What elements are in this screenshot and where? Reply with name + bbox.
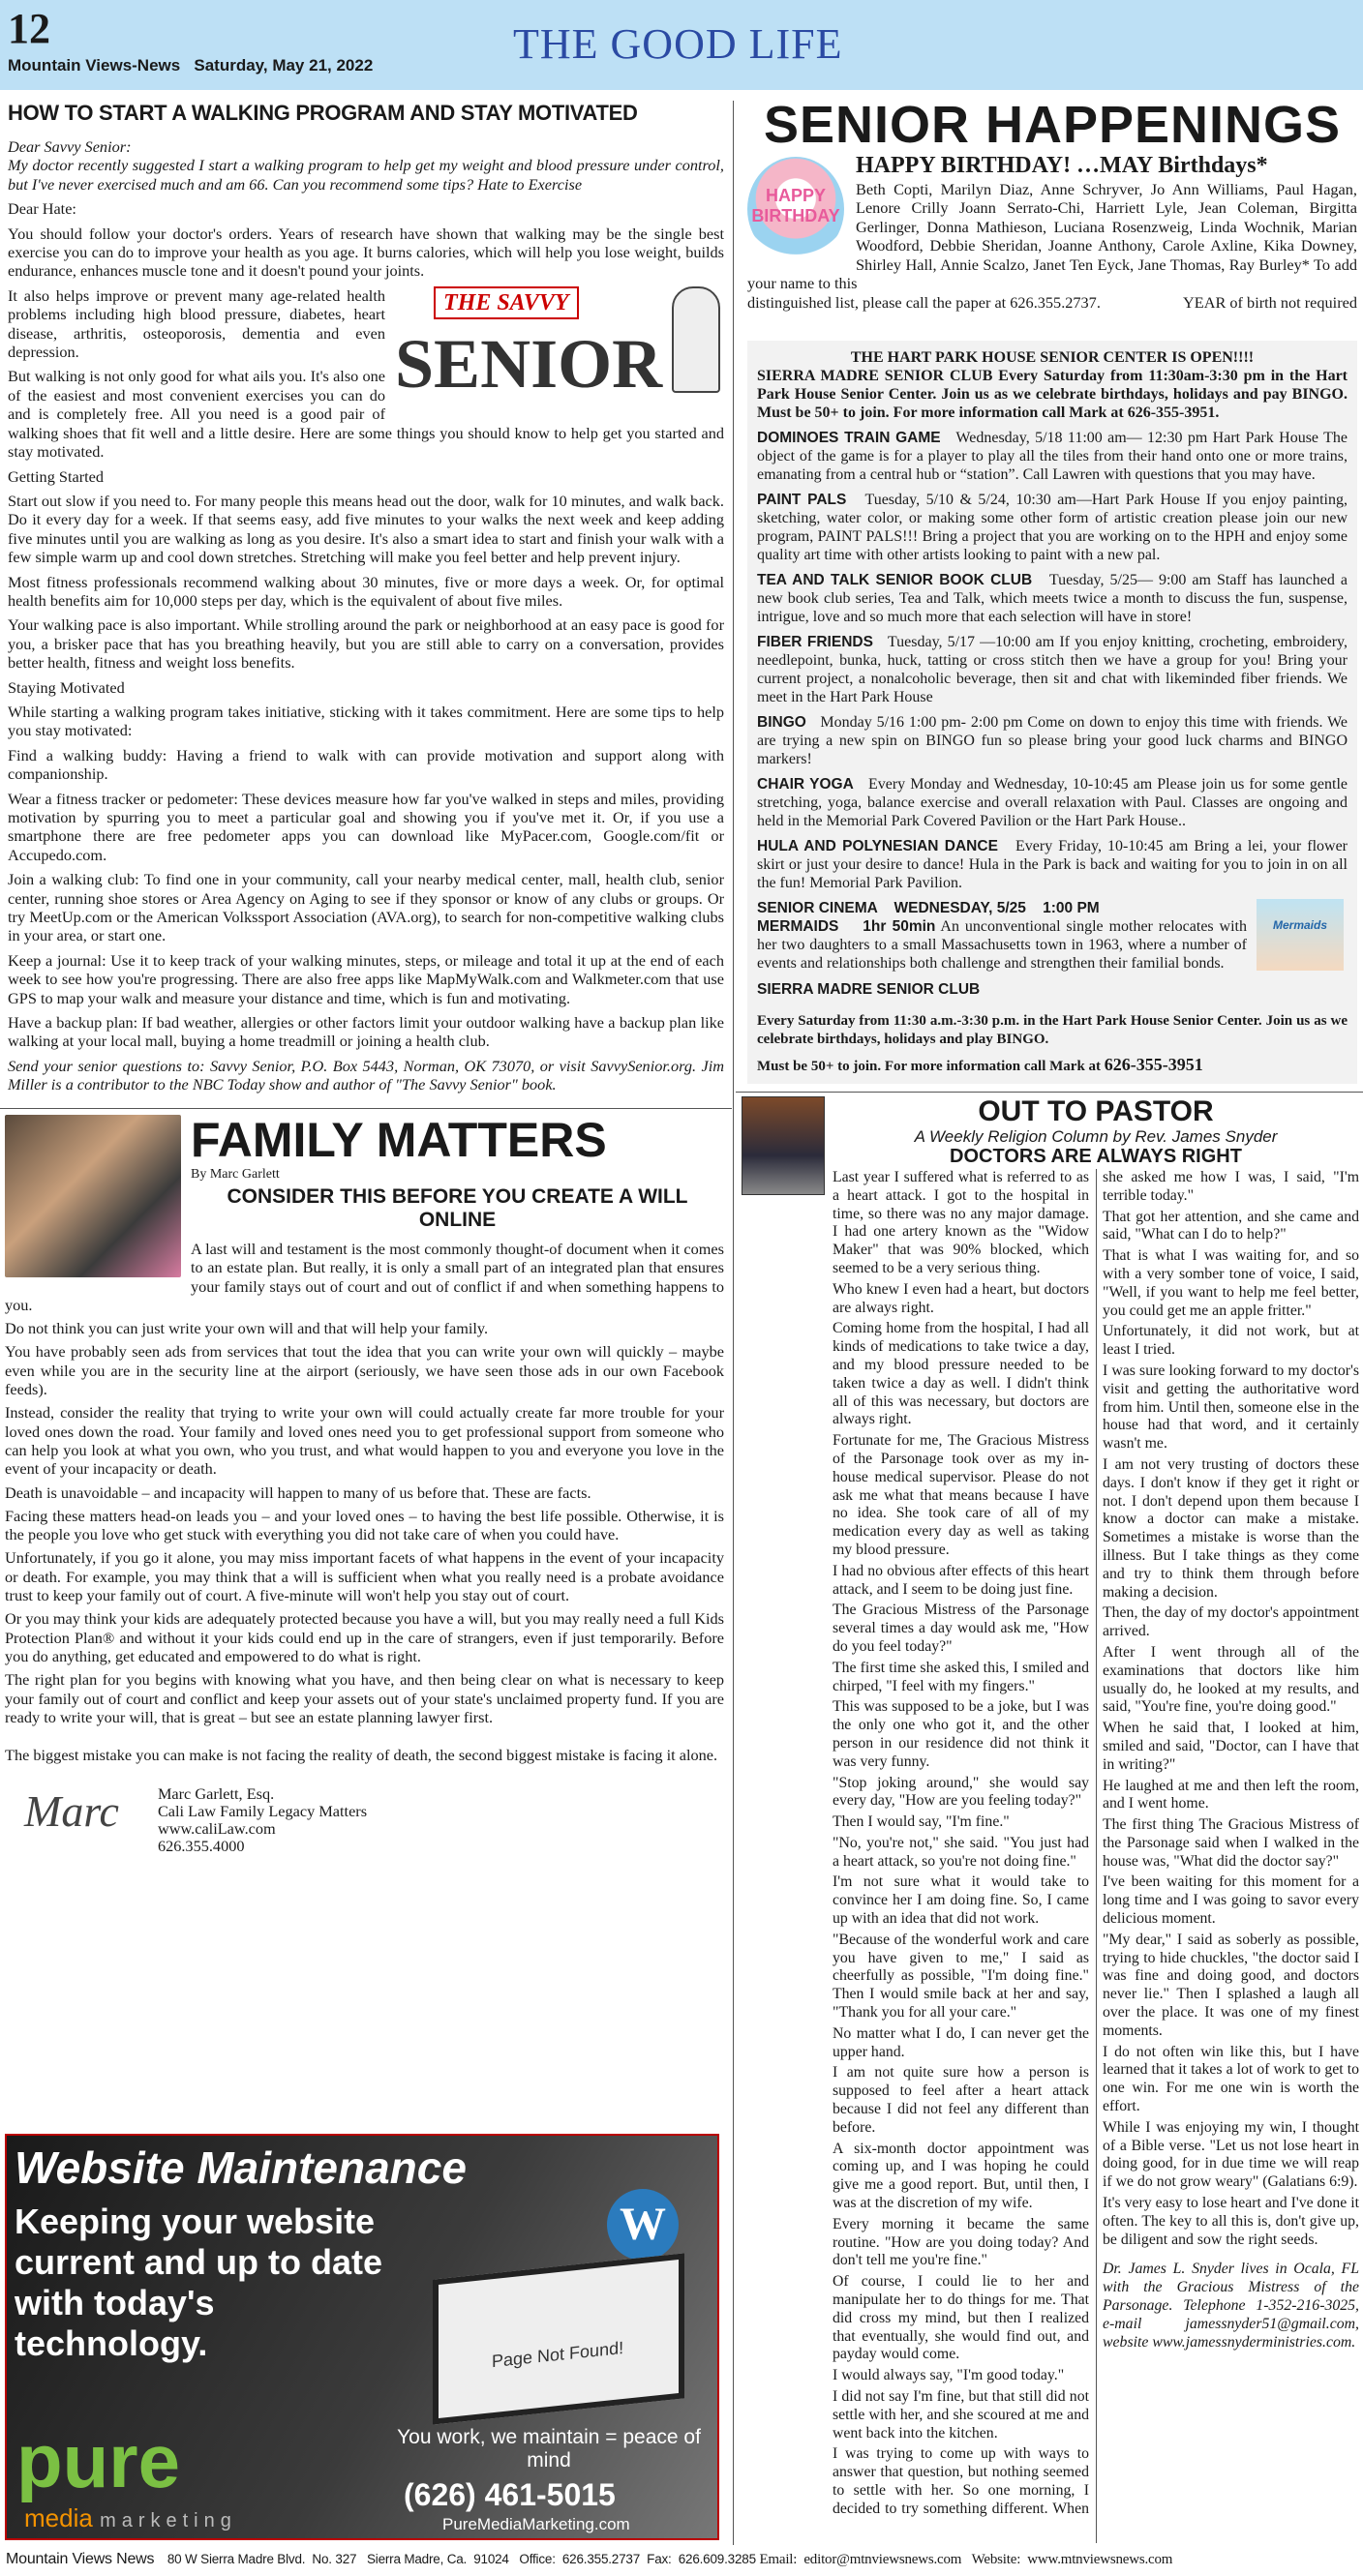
author-photo bbox=[742, 1096, 825, 1195]
paragraph: Then, the day of my doctor's appointment arrived. bbox=[1103, 1604, 1359, 1640]
signature: Marc bbox=[24, 1786, 119, 1837]
event-item bbox=[757, 775, 1348, 830]
event-title: PAINT PALS bbox=[757, 492, 847, 508]
event-description: Tuesday, 5/25— 9:00 am Staff has launched a new book club series, Tea and Talk, which meets twice a month to discuss the fun, suspense, intrigue, love and so much more that each selection will have in store! bbox=[757, 572, 1348, 625]
laptop-screen bbox=[433, 2253, 684, 2424]
column-subtitle: A Weekly Religion Column by Rev. James Snyder bbox=[914, 1127, 1278, 1146]
family-photo bbox=[5, 1115, 181, 1277]
paragraph: While I was enjoying my win, I thought of a Bible verse. "Let us not lose heart in doing good, for in due time we will reap if we do not grow weary" (Galatians 6:9). bbox=[1103, 2118, 1359, 2191]
birthday-note: YEAR of birth not required bbox=[1183, 292, 1357, 312]
event-description: Tuesday, 5/10 & 5/24, 10:30 am—Hart Park House If you enjoy painting, sketching, water color, or making some other form of artistic creation please join our new program, PAINT PALS!!! Bring a project that you are working on to the HPH and enjoy some quality art time with other artists looking to paint with a new pal. bbox=[757, 492, 1348, 563]
paragraph: Join a walking club: To find one in your community, call your nearby medical center, mall, health club, senior center, running shoe stores or Area Agency on Aging to see if they sponsor or know of any clubs or groups. Or try MeetUp.com or the American Volkssport Association (AVA.org), to search for non-competitive walking clubs in your area, or start one. bbox=[8, 870, 724, 945]
column-title: FAMILY MATTERS bbox=[191, 1112, 607, 1167]
article-body bbox=[833, 1169, 1359, 2543]
paragraph: Dear Hate: bbox=[8, 199, 76, 219]
paragraph: Unfortunately, if you go it alone, you may miss important facets of what happens in the event of your incapacity or death. For example, you may think that a will is sufficient when what you really need is a probate avoidance trust to keep your family out of court. A five-minute will won't help you stay out of court. bbox=[5, 1548, 724, 1605]
paragraph: Of course, I could lie to her and manipulate her to do things for me. That did cross my mind, but then I realized that eventually, she would find out, and payday would come. bbox=[833, 2273, 1089, 2363]
paragraph: Staying Motivated bbox=[8, 677, 125, 697]
club-detail: Every Saturday from 11:30 a.m.-3:30 p.m. in the Hart Park House Senior Center. Join us as we celebrate birthdays, holidays and play BINGO. bbox=[757, 1013, 1348, 1047]
senior-happenings bbox=[736, 97, 1363, 1084]
event-description: Every Monday and Wednesday, 10-10:45 am Please join us for some gentle stretching, yoga, balance exercise and overall relaxation with Paul. Classes are ongoing and held in the Memorial Park Covered Pavilion or the Hart Park House.. bbox=[757, 776, 1348, 829]
paragraph: Coming home from the hospital, I had all kinds of medications to take twice a day, and my blood pressure needed to be taken twice a day as well. I didn't think all of this was necessary, but doctors are always right. bbox=[833, 1320, 1089, 1428]
paragraph: The right plan for you begins with knowing what you have, and then being clear on what is necessary to keep your family out of court and conflict and keep your assets out of your state's unclaimed property fund. If you are ready to write your will, that is great – but see an estate planning lawyer first. bbox=[5, 1670, 724, 1726]
family-matters-article bbox=[0, 1109, 732, 1856]
brand-sub2: marketing bbox=[100, 2510, 237, 2531]
paragraph: The Gracious Mistress of the Parsonage several times a day would ask me, "How do you feel today?" bbox=[833, 1602, 1089, 1655]
movie-poster: Mermaids bbox=[1257, 899, 1344, 971]
paragraph: Have a backup plan: If bad weather, allergies or other factors limit your outdoor walking have a backup plan like walking at your local mall, buying a home treadmill or joining a health club. bbox=[8, 1013, 724, 1051]
paragraph: Your walking pace is also important. While strolling around the park or neighborhood at an easy pace is good for you, a brisker pace that has you breathing heavily, but you are still able to carry on a conversation, provides better health, fitness and weight loss benefits. bbox=[8, 615, 724, 673]
club-title: SIERRA MADRE SENIOR CLUB bbox=[757, 981, 981, 998]
author-website[interactable]: www.caliLaw.com bbox=[157, 1819, 276, 1839]
paragraph: Death is unavoidable – and incapacity will happen to many of us before that. These are facts. bbox=[5, 1483, 591, 1502]
birthday-call: distinguished list, please call the paper at 626.355.2737. bbox=[747, 292, 1101, 312]
club-phone: 626-355-3951 bbox=[1104, 1055, 1203, 1074]
logo-text: SENIOR bbox=[395, 324, 663, 403]
footer-contact: Email: editor@mtnviewsnews.com Website: www.mtnviewsnews.com bbox=[759, 2552, 1173, 2567]
paragraph: Find a walking buddy: Having a friend to walk with can provide motivation and support along with companionship. bbox=[8, 745, 724, 784]
event-title: DOMINOES TRAIN GAME bbox=[757, 430, 941, 446]
paragraph: I did not say I'm fine, but that still did not settle with her, and she scoured at me and went back into the kitchen. bbox=[833, 2388, 1089, 2441]
event-description: Tuesday, 5/17 —10:00 am If you enjoy knitting, crocheting, embroidery, needlepoint, bunka, huck, tatting or cross stitch then we have a group for you! Bring your current project, a nonalcoholic beverage, then sit and chat with likeminded fiber friends. We meet in the Hart Park House bbox=[757, 634, 1348, 705]
paragraph bbox=[5, 1731, 724, 1741]
paragraph: Unfortunately, it did not work, but at least I tried. bbox=[1103, 1323, 1359, 1359]
ad-slogan: You work, we maintain = peace of mind bbox=[397, 2426, 701, 2471]
page-footer bbox=[6, 2551, 1357, 2568]
author-phone: 626.355.4000 bbox=[157, 1837, 245, 1856]
section-heading: SENIOR HAPPENINGS bbox=[763, 96, 1342, 154]
paragraph: But walking is not only good for what ails you. It's also one of the easiest and most convenient exercises you can do and is completely free. All you need is a good pair of walking shoes that fit well and a little desire. Here are some things you should know to help get you started and stay motivated. bbox=[8, 367, 724, 462]
cake-text: HAPPY BIRTHDAY bbox=[751, 186, 840, 225]
event-description: Monday 5/16 1:00 pm- 2:00 pm Come on down to enjoy this time with friends. We are trying a new spin on BINGO fun so please bring your good luck charms and BINGO markers! bbox=[757, 714, 1348, 767]
event-item bbox=[757, 713, 1348, 768]
senior-figure-icon bbox=[672, 286, 720, 393]
ad-body: Keeping your website current and up to date with today's technology. bbox=[15, 2202, 383, 2363]
open-notice: THE HART PARK HOUSE SENIOR CENTER IS OPEN!!!! bbox=[850, 349, 1255, 366]
footer-name: Mountain Views News bbox=[6, 2551, 155, 2567]
birthday-title: HAPPY BIRTHDAY! …MAY Birthdays* bbox=[856, 153, 1268, 178]
footer-address: 80 W Sierra Madre Blvd. No. 327 Sierra Madre, Ca. 91024 Office: 626.355.2737 Fax: 626.609.3285 bbox=[167, 2552, 756, 2566]
paragraph: Dear Savvy Senior: bbox=[8, 137, 132, 156]
event-item bbox=[757, 633, 1348, 706]
event-title: CHAIR YOGA bbox=[757, 776, 854, 793]
paragraph: Last year I suffered what is referred to as a heart attack. I got to the hospital in time, so there was no any major damage. I had one artery known as the "Widow Maker" that was 90% blocked, which seemed to be a very serious thing. bbox=[833, 1169, 1089, 1276]
paragraph: Every morning it became the same routine. "How are you doing today? And don't tell me you're fine." bbox=[833, 2215, 1089, 2269]
movie-desc: An unconventional single mother relocates with her two daughters to a small Massachusetts town in 1963, where a number of events and relationships both challenge and strengthen their familial bonds. bbox=[757, 918, 1247, 972]
savvy-senior-logo bbox=[395, 286, 724, 410]
article-headline: DOCTORS ARE ALWAYS RIGHT bbox=[950, 1146, 1242, 1167]
left-column bbox=[0, 97, 732, 2540]
paragraph: It also helps improve or prevent many age-related health problems including high blood pressure, diabetes, heart disease, arthritis, osteoporosis, dementia and even depression. bbox=[8, 285, 385, 362]
event-title: HULA AND POLYNESIAN DANCE bbox=[757, 838, 998, 854]
paragraph: My doctor recently suggested I start a walking program to help get my weight and blood pressure under control, but I've never exercised much and am 66. Can you recommend some tips? Hate to Exercise bbox=[8, 156, 724, 194]
paragraph: I've been waiting for this moment for a long time and I was going to savor every delicious moment. bbox=[1103, 1873, 1359, 1928]
event-description: Every Friday, 10-10:45 am Bring a lei, your flower skirt or just your desire to dance! Hula in the Park is back and waiting for you to join in on all the fun! Memorial Park Pavilion. bbox=[757, 838, 1348, 891]
paragraph: I had no obvious after effects of this heart attack, and I seem to be doing just fine. bbox=[833, 1562, 1089, 1598]
paragraph: That got her attention, and she came and said, "What can I do to help?" bbox=[1103, 1208, 1359, 1243]
paragraph: This was supposed to be a joke, but I was the only one who got it, and the other person in our residence did not think it was very funny. bbox=[833, 1698, 1089, 1770]
paragraph: I was trying to come up with ways to answer that question, but nothing seemed to settle with her. So one morning, I decided to try something different. When she asked me how I was, I said, "I'm terrible today." bbox=[833, 1169, 1359, 2517]
author-signature-block bbox=[5, 1780, 724, 1855]
article-title: HOW TO START A WALKING PROGRAM AND STAY MOTIVATED bbox=[8, 101, 638, 125]
paragraph: I do not often win like this, but I have learned that it takes a lot of work to get to one win. For me one win is worth the effort. bbox=[1103, 2043, 1359, 2115]
paragraph: A six-month doctor appointment was coming up, and I was hoping he could give me a good report. But, until then, I was at the discretion of my wife. bbox=[833, 2140, 1089, 2212]
paragraph: "My dear," I said as soberly as possible, trying to hide chuckles, "the doctor said I was fine and doing good, and doctors never lie." Then I splashed a laugh all over the place. It was one of my finest moments. bbox=[1103, 1931, 1359, 2039]
article-headline: CONSIDER THIS BEFORE YOU CREATE A WILL ONLINE bbox=[227, 1184, 688, 1231]
wordpress-icon: W bbox=[607, 2189, 679, 2261]
ad-headline: Website Maintenance bbox=[15, 2142, 467, 2193]
event-title: BINGO bbox=[757, 714, 806, 731]
paragraph: "No, you're not," she said. "You just had a heart attack, so you're not doing fine." bbox=[833, 1834, 1089, 1870]
paragraph: It's very easy to lose heart and I've done it often. The key to all this is, don't give up, be diligent and sow the right seeds. bbox=[1103, 2195, 1359, 2248]
author-bio: Dr. James L. Snyder lives in Ocala, FL with the Gracious Mistress of the Parsonage. Telephone 1-352-216-3025, e-mail jamessnyder51@gmail.com, website www.jamessnyderministries.com. bbox=[1103, 2261, 1359, 2351]
byline: By Marc Garlett bbox=[191, 1166, 280, 1182]
event-list bbox=[757, 429, 1348, 892]
paragraph: I was sure looking forward to my doctor's visit and getting the authoritative word from him. Until then, someone else in the house had that word, and it certainly wasn't me. bbox=[1103, 1362, 1359, 1453]
paragraph: After I went through all of the examinations that doctors like him usually do, he looked at my results, and said, "You're fine, you're doing good." bbox=[1103, 1643, 1359, 1716]
paragraph: You have probably seen ads from services that tout the idea that you can write your own will quickly – maybe even while you are in the security line at the airport (seriously, we have seen those ads in our own Facebook feeds). bbox=[5, 1342, 724, 1399]
right-column bbox=[736, 97, 1363, 2540]
paragraph: I am not quite sure how a person is supposed to feel after a heart attack because I did not feel any different than before. bbox=[833, 2064, 1089, 2136]
paragraph: He laughed at me and then left the room, and I went home. bbox=[1103, 1777, 1359, 1812]
paragraph: The biggest mistake you can make is not facing the reality of death, the second biggest mistake is facing it alone. bbox=[5, 1746, 718, 1765]
column-divider bbox=[733, 101, 734, 2545]
ad-url[interactable]: PureMediaMarketing.com bbox=[442, 2515, 630, 2533]
paragraph: I'm not sure what it would take to convince her I am doing fine. So, I came up with an idea that did not work. bbox=[833, 1873, 1089, 1928]
paragraph: No matter what I do, I can never get the upper hand. bbox=[833, 2024, 1089, 2060]
paragraph: Most fitness professionals recommend walking about 30 minutes, five or more days a week. Or, for optimal health benefits aim for 10,000 steps per day, which is the equivalent of about five miles. bbox=[8, 572, 724, 610]
author-name: Marc Garlett, Esq. bbox=[157, 1784, 275, 1804]
article-body bbox=[5, 1240, 724, 1764]
brand-logo: pure bbox=[16, 2418, 181, 2503]
paragraph: Getting Started bbox=[8, 466, 105, 486]
author-firm: Cali Law Family Legacy Matters bbox=[157, 1802, 368, 1821]
club-notice: SIERRA MADRE SENIOR CLUB Every Saturday from 11:30am-3:30 pm in the Hart Park House Senior Center. Join us as we celebrate birthdays, holidays and pay BINGO. Must be 50+ to join. For more information call Mark at 626-355-3951. bbox=[757, 368, 1348, 421]
paragraph: Send your senior questions to: Savvy Senior, P.O. Box 5443, Norman, OK 73070, or visit SavvySenior.org. Jim Miller is a contributor to the NBC Today show and author of "The Savvy Senior" book. bbox=[8, 1056, 724, 1094]
paragraph: That is what I was waiting for, and so with a very somber tone of voice, I said, "Well, if you want to help me feel better, you could get me an apple fritter." bbox=[1103, 1247, 1359, 1319]
paragraph: I am not very trusting of doctors these days. I don't know if they get it right or not. I don't depend upon them because I know a doctor can make a mistake. Sometimes a mistake is worse than the illness. But I take things as they come and try to think them through before making a decision. bbox=[1103, 1455, 1359, 1601]
paragraph: The first time she asked this, I smiled and chirped, "I feel with my fingers." bbox=[833, 1659, 1089, 1694]
page-number: 12 bbox=[8, 5, 50, 52]
section-title: THE GOOD LIFE bbox=[513, 20, 843, 68]
event-item bbox=[757, 429, 1348, 484]
movie-title: MERMAIDS 1hr 50min bbox=[757, 918, 936, 935]
paragraph: Start out slow if you need to. For many people this means head out the door, walk for 10 minutes, and walk back. Do it every day for a week. If that seems easy, add five minutes to your walks the next week and keep adding five minutes until you are walking as long as you desire. It's also a smart idea to start and finish your walk with a few simple warm up and cool down stretches. Stretching will make you feel better and help prevent injury. bbox=[8, 491, 724, 567]
paragraph: Keep a journal: Use it to keep track of your walking minutes, steps, or mileage and total it up at the end of each week to see how you're progressing. There are also free apps like MapMyWalk.com and Walkmeter.com that use GPS to map your walk and measure your distance and time, which is fun and motivating. bbox=[8, 950, 724, 1007]
paragraph: Do not think you can just write your own will and that will help your family. bbox=[5, 1319, 489, 1338]
event-description: Wednesday, 5/18 11:00 am— 12:30 pm Hart Park House The object of the game is for a player to play all the tiles from their hand onto one or more trains, emanating from a central hub or “station”. Call Lawren with questions that you may have. bbox=[757, 430, 1348, 483]
paragraph: Who knew I even had a heart, but doctors are always right. bbox=[833, 1280, 1089, 1316]
brand-sub: media bbox=[24, 2503, 93, 2532]
paragraph: Then I would say, "I'm fine." bbox=[833, 1813, 1010, 1831]
event-item bbox=[757, 837, 1348, 892]
event-item bbox=[757, 571, 1348, 626]
paragraph: "Because of the wonderful work and care you have given to me," I said as cheerfully as possible, "I'm doing fine." Then I would smile back at her and say, "Thank you for all your care." bbox=[833, 1931, 1089, 2022]
walking-article bbox=[0, 97, 732, 1100]
paragraph: Fortunate for me, The Gracious Mistress of the Parsonage took over as my in-house medical supervisor. Please do not ask me what that means because I have no idea. She took care of all of my medication every day as well as taking my blood pressure. bbox=[833, 1432, 1089, 1558]
paragraph: Instead, consider the reality that trying to write your own will could actually create far more trouble for your loved ones down the road. Your family and loved ones need you to get professional support from someone who can help you look at what you own, who you trust, and what would happen to you and everyone you love in the event of your incapacity or death. bbox=[5, 1403, 724, 1479]
senior-cinema bbox=[757, 899, 1348, 973]
paragraph: I would always say, "I'm good today." bbox=[833, 2367, 1065, 2384]
event-title: TEA AND TALK SENIOR BOOK CLUB bbox=[757, 572, 1033, 588]
paragraph: Wear a fitness tracker or pedometer: These devices measure how far you've walked in steps and miles, providing motivation by spurring you to meet a particular goal and showing you if you've met it. Or, if you use a smartphone there are free pedometer apps you can download like MyPacer.com, Google.com/fit or Accupedo.com. bbox=[8, 789, 724, 864]
cinema-title: SENIOR CINEMA WEDNESDAY, 5/25 1:00 PM bbox=[757, 900, 1100, 916]
article-body bbox=[8, 137, 724, 1094]
publication-date: Mountain Views-News Saturday, May 21, 2022 bbox=[8, 56, 374, 75]
logo-tag: THE SAVVY bbox=[434, 286, 579, 319]
birthday-names: Beth Copti, Marilyn Diaz, Anne Schryver, Jo Ann Williams, Paul Hagan, Lenore Crilly Joann Serrato-Chi, Harriett Lyle, Jean Coleman, Birgitta Gerlinger, Donna Mathieson, Luciana Rosenzweig, Linda Wochnik, Marian Woodford, Debbie Sheridan, Joanne Anthony, Carole Axline, Kika Downey, Shirley Hall, Annie Scalzo, Janet Ten Eyck, Jane Thomas, Ray Burley* To add your name to this bbox=[747, 179, 1357, 292]
paragraph: Facing these matters head-on leads you – and your loved ones – to having the best life possible. Otherwise, it is the people you love who get stuck with everything you did not take care of when you could have. bbox=[5, 1506, 724, 1544]
events-box bbox=[747, 341, 1357, 1084]
birthday-cake-icon bbox=[747, 157, 844, 261]
birthday-block bbox=[747, 153, 1357, 312]
paragraph: Or you may think your kids are adequately protected because you have a will, but you may really need a full Kids Protection Plan® and without it your kids could end up in the care of strangers, even if just temporarily. Before you do anything, get educated and empowered to do what is right. bbox=[5, 1609, 724, 1665]
paragraph: A last will and testament is the most commonly thought-of document when it comes to an estate plan. But really, it is only a small part of an integrated plan that ensures your family stays out of court and out of conflict if and when something happens to you. bbox=[5, 1239, 724, 1314]
event-item bbox=[757, 491, 1348, 564]
paragraph: When he said that, I looked at him, smiled and said, "Doctor, can I have that in writing?" bbox=[1103, 1720, 1359, 1773]
club-contact: Must be 50+ to join. For more information call Mark at bbox=[757, 1059, 1102, 1074]
pure-media-ad[interactable] bbox=[5, 2134, 719, 2540]
paragraph: The first thing The Gracious Mistress of the Parsonage said when I walked in the house was, "What did the doctor say?" bbox=[1103, 1816, 1359, 1870]
column-title: OUT TO PASTOR bbox=[978, 1095, 1214, 1127]
out-to-pastor-article bbox=[736, 1093, 1363, 2543]
ad-phone[interactable]: (626) 461-5015 bbox=[404, 2477, 616, 2512]
paragraph: While starting a walking program takes initiative, sticking with it takes commitment. Here are some tips to help you stay motivated: bbox=[8, 702, 724, 740]
event-title: FIBER FRIENDS bbox=[757, 634, 873, 650]
paragraph: You should follow your doctor's orders. Years of research have shown that walking may be the single best exercise you can do to improve your health as you age. It burns calories, which will help you lose weight, builds endurance, enhances muscle tone and it doesn't pound your joints. bbox=[8, 224, 724, 281]
screen-text: Page Not Found! bbox=[492, 2337, 624, 2372]
paragraph: "Stop joking around," she would say every day, "How are you feeling today?" bbox=[833, 1774, 1089, 1810]
